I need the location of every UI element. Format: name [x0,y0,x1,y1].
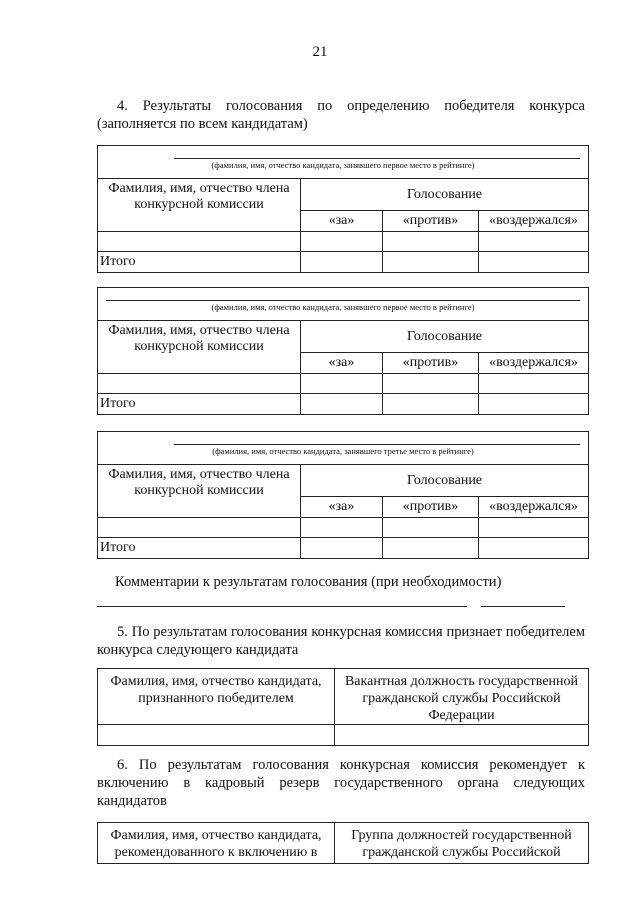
total-against-cell[interactable] [383,538,479,559]
total-against-cell[interactable] [383,252,479,273]
candidate-caption: (фамилия, имя, отчество кандидата, занявшего первое место в рейтинге) [211,302,475,312]
for-cell[interactable] [301,518,383,538]
member-name-header: Фамилия, имя, отчество члена конкурсной комиссии [98,179,301,232]
total-for-cell[interactable] [301,252,383,273]
for-cell[interactable] [301,374,383,394]
vote-for-header: «за» [301,211,383,232]
member-cell[interactable] [98,518,301,538]
candidate-caption-cell[interactable] [98,288,589,321]
vote-abstain-header: «воздержался» [479,211,589,232]
reserve-candidate-header: Фамилия, имя, отчество кандидата, рекомендованного к включению в [98,823,335,864]
page-number: 21 [312,44,328,60]
total-label: Итого [98,394,301,415]
vote-table-3 [97,431,589,559]
reserve-table [97,822,589,864]
winner-table [97,668,589,746]
vote-abstain-header: «воздержался» [479,497,589,518]
vacant-position-header: Вакантная должность государственной гражданской службы Российской Федерации [335,669,589,725]
vote-against-header: «против» [383,497,479,518]
member-name-header: Фамилия, имя, отчество члена конкурсной комиссии [98,465,301,518]
comments-label: Комментарии к результатам голосования (при необходимости) [115,574,502,590]
position-group-header: Группа должностей государственной гражданской службы Российской [335,823,589,864]
vote-for-header: «за» [301,353,383,374]
member-cell[interactable] [98,374,301,394]
winner-name-cell[interactable] [98,725,335,746]
voting-header: Голосование [301,179,589,211]
abstain-cell[interactable] [479,232,589,252]
winner-name-header: Фамилия, имя, отчество кандидата, признанного победителем [98,669,335,725]
total-abstain-cell[interactable] [479,252,589,273]
voting-header: Голосование [301,465,589,497]
total-label: Итого [98,538,301,559]
vacant-position-cell[interactable] [335,725,589,746]
member-name-header: Фамилия, имя, отчество члена конкурсной комиссии [98,321,301,374]
vote-against-header: «против» [383,353,479,374]
vote-table-2 [97,287,589,415]
total-abstain-cell[interactable] [479,538,589,559]
vote-against-header: «против» [383,211,479,232]
total-for-cell[interactable] [301,394,383,415]
candidate-caption: (фамилия, имя, отчество кандидата, занявшего третье место в рейтинге) [212,446,474,456]
total-for-cell[interactable] [301,538,383,559]
for-cell[interactable] [301,232,383,252]
abstain-cell[interactable] [479,518,589,538]
member-cell[interactable] [98,232,301,252]
total-label: Итого [98,252,301,273]
candidate-caption-cell[interactable] [98,146,589,179]
candidate-caption-cell[interactable] [98,432,589,465]
abstain-cell[interactable] [479,374,589,394]
section-5-heading: 5. По результатам голосования конкурсная комиссия признает победителем конкурса следующего кандидата [97,624,585,658]
voting-header: Голосование [301,321,589,353]
total-against-cell[interactable] [383,394,479,415]
comments-line[interactable] [97,606,467,607]
vote-for-header: «за» [301,497,383,518]
against-cell[interactable] [383,232,479,252]
total-abstain-cell[interactable] [479,394,589,415]
against-cell[interactable] [383,374,479,394]
candidate-caption: (фамилия, имя, отчество кандидата, занявшего первое место в рейтинге) [211,160,475,170]
section-6-heading: 6. По результатам голосования конкурсная комиссия рекомендует к включению в кадровый резерв государственного органа следующих кандидатов [97,757,585,809]
vote-table-1 [97,145,589,273]
section-4-heading: 4. Результаты голосования по определению победителя конкурса (заполняется по всем кандидатам) [97,98,585,132]
against-cell[interactable] [383,518,479,538]
vote-abstain-header: «воздержался» [479,353,589,374]
comments-line-2[interactable] [481,606,565,607]
